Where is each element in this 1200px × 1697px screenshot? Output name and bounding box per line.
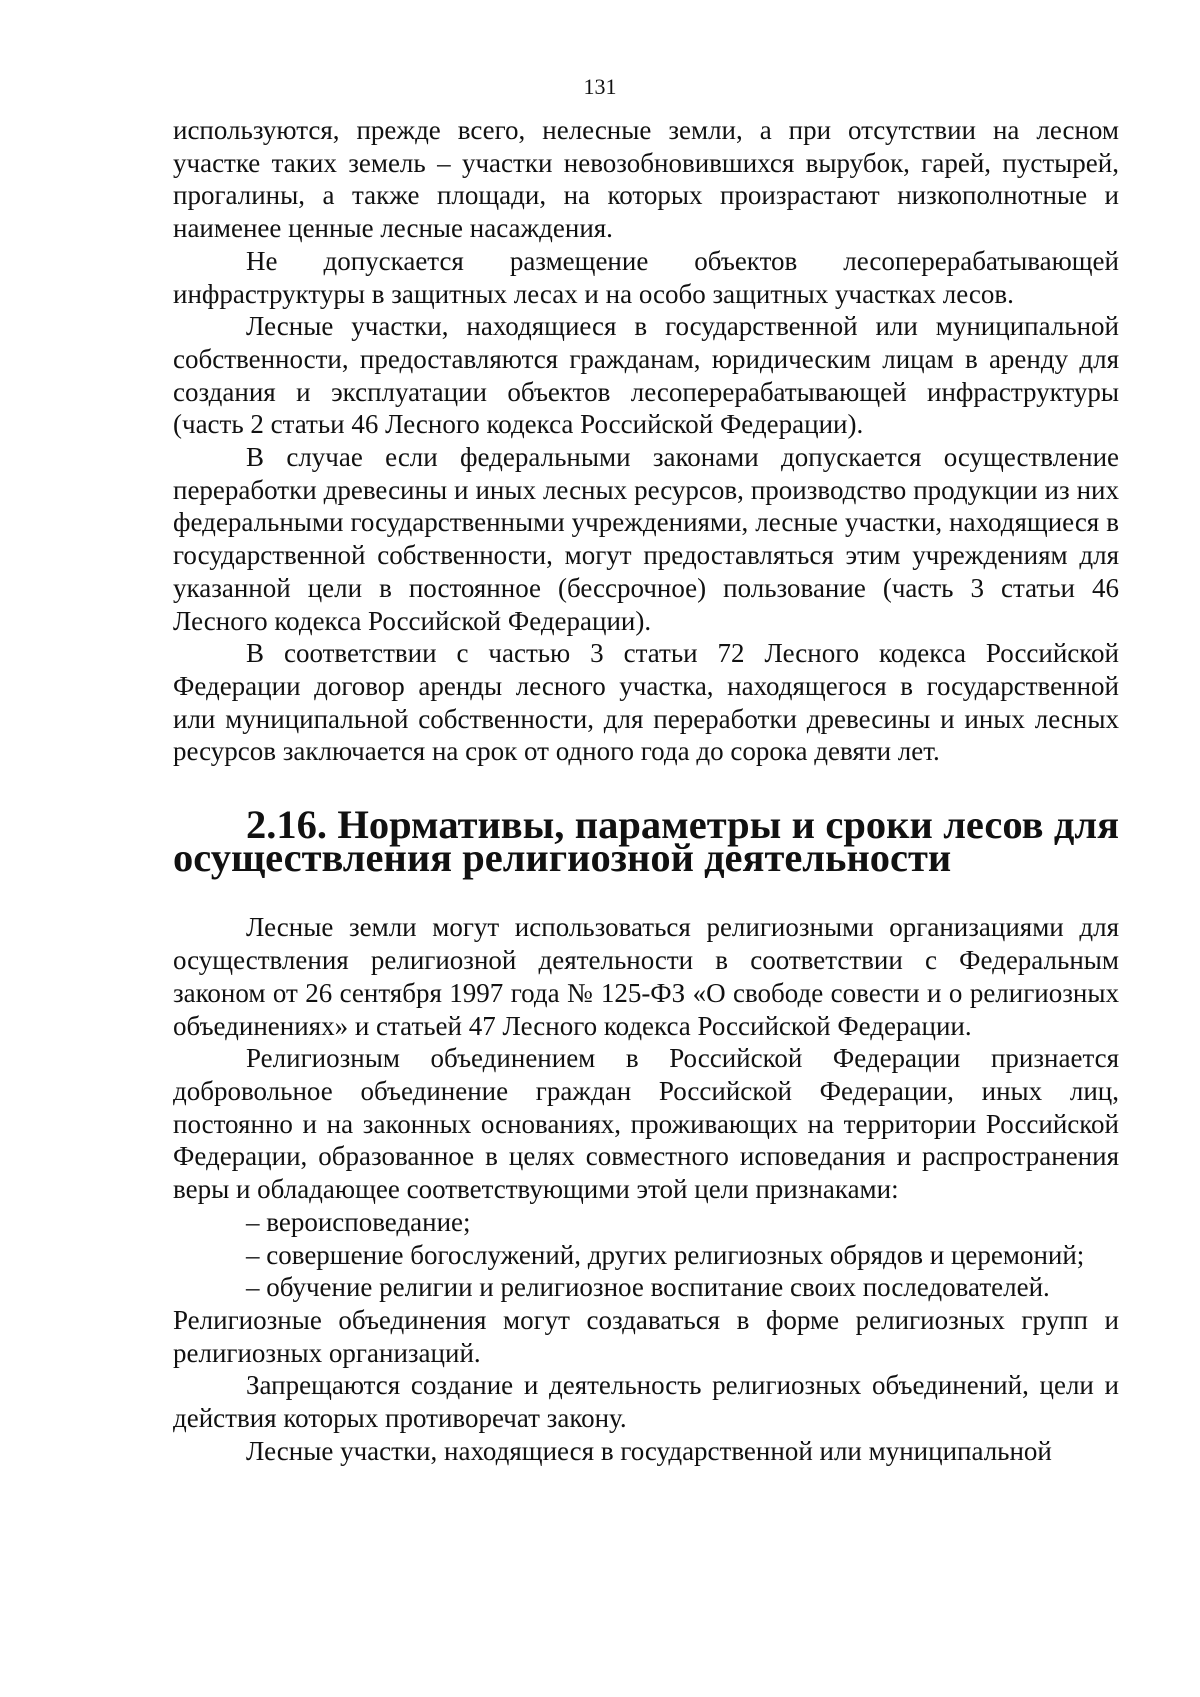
paragraph-lease-provision: Лесные участки, находящиеся в государственной или муниципальной собственности, предоставляются гражданам, юридическим лицам в аренду для создания и эксплуатации объектов лесоперерабатывающей инфраструктуры (часть 2 статьи 46 Лесного кодекса Российской Федерации). bbox=[173, 311, 1119, 440]
paragraph-federal-institutions: В случае если федеральными законами допускается осуществление переработки древесины и иных лесных ресурсов, производство продукции из них федеральными государственными учреждениями, лесные участки, находящиеся в государственной собственности, могут предоставляться этим учреждениям для указанной цели в постоянное (бессрочное) пользование (часть 3 статьи 46 Лесного кодекса Российской Федерации). bbox=[173, 442, 1119, 636]
list-item: – совершение богослужений, других религиозных обрядов и церемоний; bbox=[246, 1239, 1085, 1270]
page-number: 131 bbox=[583, 74, 617, 99]
paragraph-lease-term: В соответствии с частью 3 статьи 72 Лесного кодекса Российской Федерации договор аренды лесного участка, находящегося в государственной или муниципальной собственности, для переработки древесины и иных лесных ресурсов заключается на срок от одного года до сорока девяти лет. bbox=[173, 638, 1119, 767]
characteristics-list bbox=[173, 1206, 1119, 1304]
list-item: – обучение религии и религиозное воспитание своих последователей. bbox=[246, 1272, 1050, 1303]
paragraph-continuation: используются, прежде всего, нелесные земли, а при отсутствии на лесном участке таких земель – участки невозобновившихся вырубок, гарей, пустырей, прогалины, а также площади, на которых произрастают низкополнотные и наименее ценные лесные насаждения. bbox=[173, 115, 1119, 244]
paragraph-prohibition: Запрещаются создание и деятельность религиозных объединений, цели и действия которых противоречат закону. bbox=[173, 1370, 1119, 1434]
section-heading: 2.16. Нормативы, параметры и сроки лесов для осуществления религиозной деятельности bbox=[173, 802, 1119, 880]
document-body bbox=[173, 114, 1119, 1467]
paragraph-infrastructure-restriction: Не допускается размещение объектов лесоперерабатывающей инфраструктуры в защитных лесах и на особо защитных участках лесов. bbox=[173, 245, 1119, 309]
paragraph-land-plots: Лесные участки, находящиеся в государственной или муниципальной bbox=[246, 1435, 1052, 1466]
paragraph-religious-use: Лесные земли могут использоваться религиозными организациями для осуществления религиозной деятельности в соответствии с Федеральным законом от 26 сентября 1997 года № 125-ФЗ «О свободе совести и о религиозных объединениях» и статьей 47 Лесного кодекса Российской Федерации. bbox=[173, 912, 1119, 1041]
list-item: – вероисповедание; bbox=[246, 1206, 471, 1237]
paragraph-association-forms: Религиозные объединения могут создаваться в форме религиозных групп и религиозных организаций. bbox=[173, 1304, 1119, 1368]
paragraph-religious-association-definition: Религиозным объединением в Российской Федерации признается добровольное объединение граждан Российской Федерации, иных лиц, постоянно и на законных основаниях, проживающих на территории Российской Федерации, образованное в целях совместного исповедания и распространения веры и обладающее соответствующими этой цели признаками: bbox=[173, 1043, 1119, 1205]
